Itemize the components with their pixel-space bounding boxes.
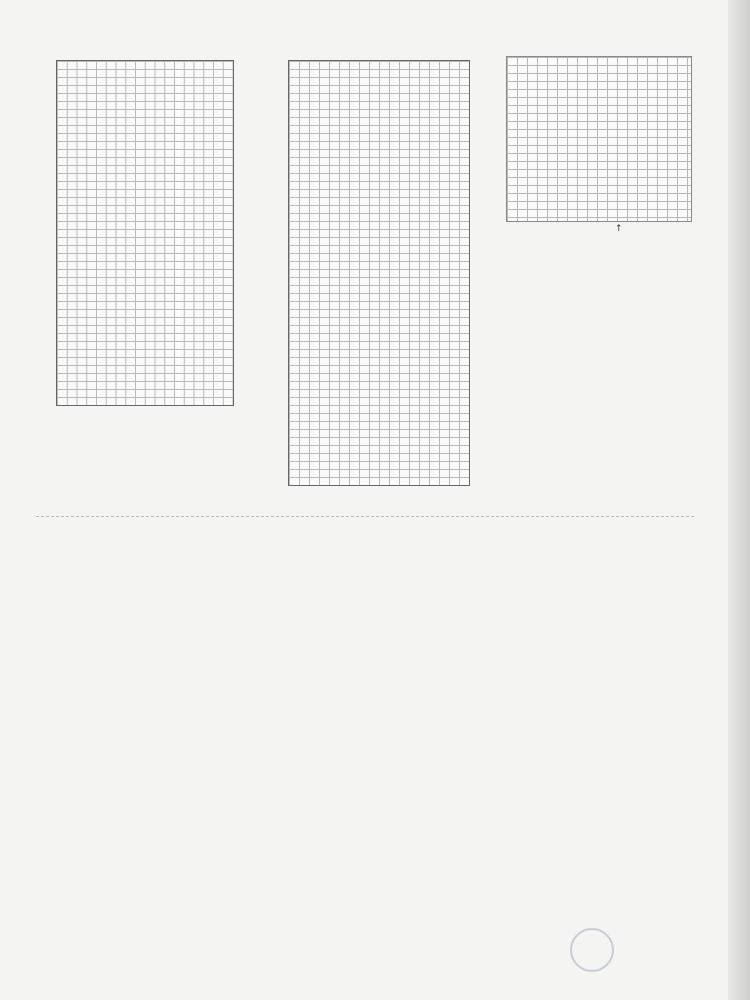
watermark-logo-icon (570, 928, 614, 972)
stitch-pattern-chart (506, 56, 692, 222)
section-divider (36, 516, 694, 517)
tuck-lace-punch-card (56, 60, 234, 406)
pattern-punch-card (288, 60, 470, 486)
yoke-crochet-diagram (100, 540, 560, 960)
page-edge (728, 0, 750, 1000)
center-arrow-icon: ↑ (615, 224, 623, 234)
